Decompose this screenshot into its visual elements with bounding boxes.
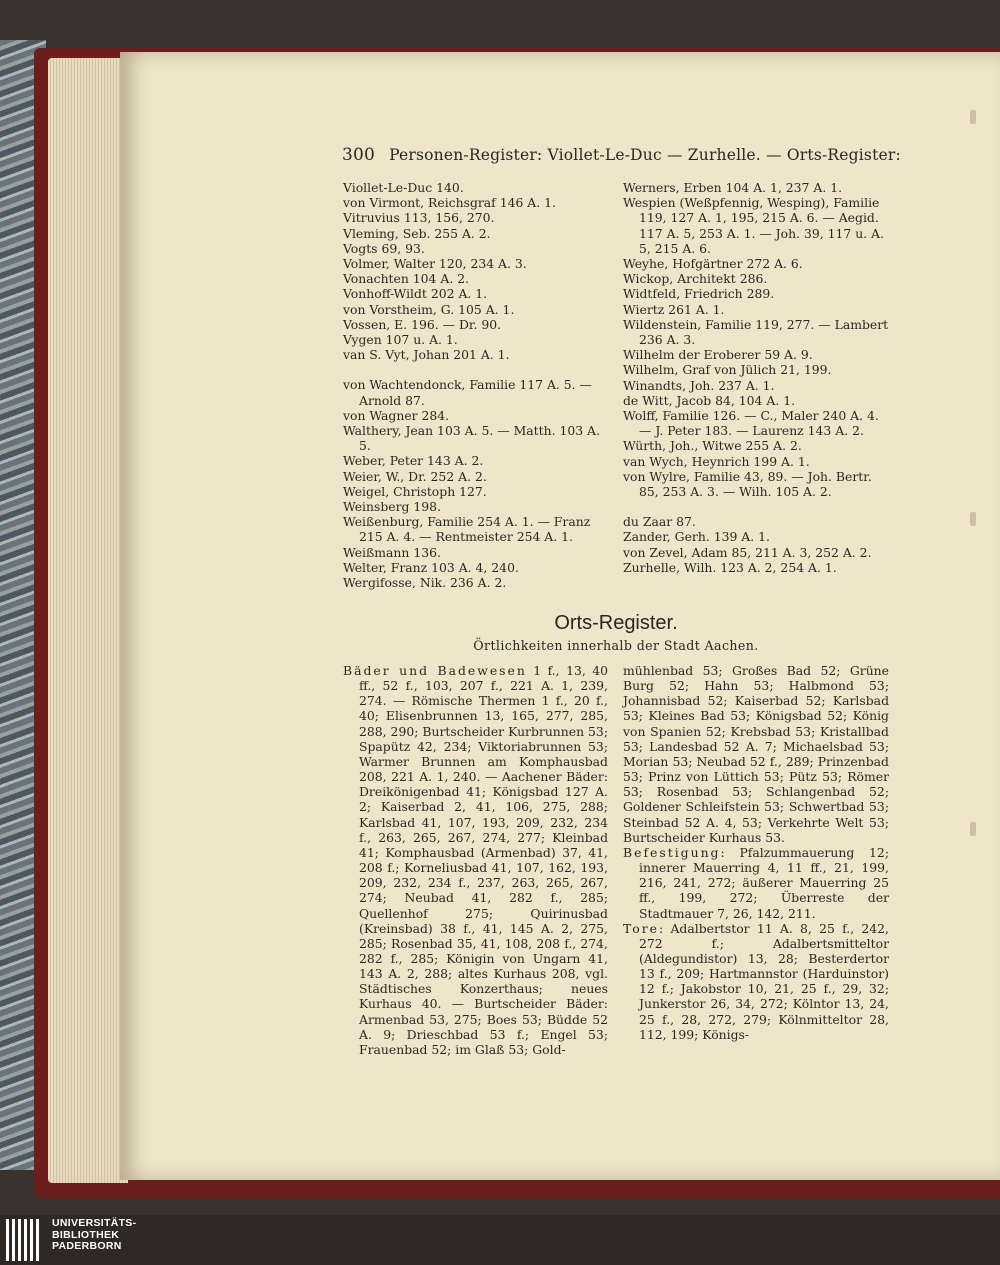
index-entry: Weigel, Christoph 127. — [343, 483, 487, 499]
page-tab-marker — [970, 512, 976, 526]
entry-text: : Adalbertstor 11 A. 8, 25 f., 242, 272 f.; Adalbertsmitteltor (Aldegundistor) 13, 28; Besterdertor 13 f., 209; Hartmannstor (Harduinstor) 12 f.; Jakobstor 10, 21, 25 f., 29, 32; Junkerstor 26, 34, 272; Kölntor 13, 24, 25 f., 28, 272, 279; Kölnmitteltor 28, 112, 199; Königs- — [639, 920, 889, 1042]
index-entry: Vitruvius 113, 156, 270. — [343, 210, 495, 226]
page-edges — [48, 58, 128, 1183]
index-entry: Werners, Erben 104 A. 1, 237 A. 1. — [623, 180, 843, 195]
page-tab-marker — [970, 822, 976, 836]
index-entry: Weier, W., Dr. 252 A. 2. — [343, 468, 487, 484]
library-logo-text — [52, 1218, 136, 1253]
index-entry: Wilhelm der Eroberer 59 A. 9. — [623, 347, 813, 363]
entry-head: Tore — [623, 920, 660, 936]
index-entry: Zurhelle, Wilh. 123 A. 2, 254 A. 1. — [623, 559, 837, 575]
running-title: Personen-Register: Viollet-Le-Duc — Zurhelle. — Orts-Register: — [389, 146, 901, 164]
running-head — [342, 145, 901, 165]
index-entry: Vossen, E. 196. — Dr. 90. — [343, 316, 502, 332]
index-entry: Wolff, Familie 126. — C., Maler 240 A. 4. — J. Peter 183. — Laurenz 143 A. 2. — [623, 408, 879, 439]
index-entry: Wildenstein, Familie 119, 277. — Lambert 236 A. 3. — [623, 316, 889, 348]
entry-text: : Pfalzummauerung 12; innerer Mauerring 4, 11 ff., 21, 199, 216, 241, 272; äußerer Mauerring 25 ff., 199, 272; Überreste der Stadtmauer 7, 26, 142, 211. — [639, 844, 889, 921]
index-entry: Wilhelm, Graf von Jülich 21, 199. — [623, 362, 832, 378]
places-column-right — [623, 663, 889, 1042]
entry-text: 1 f., 13, 40 ff., 52 f., 103, 207 f., 221 A. 1, 239, 274. — Römische Thermen 1 f., 20 f., 40; Elisenbrunnen 13, 165, 277, 285, 288, 290; Burtscheider Kurbrunnen 53; Spapütz 42, 234; Viktoriabrunnen 53; Warmer Brunnen am Komphausbad 208, 221 A. 1, 240. — Aachener Bäder: Dreikönigenbad 41; Königsbad 127 A. 2; Kaiserbad 2, 41, 106, 275, 288; Karlsbad 41, 107, 193, 209, 232, 234 f., 263, 265, 267, 274, 277; Kleinbad 41; Komphausbad (Armenbad) 37, 41, 208 f.; Korneliusbad 41, 107, 162, 193, 209, 232, 234 f., 237, 263, 265, 267, 274; Neubad 41, 282 f., 285; Quellenhof 275; Quirinusbad (Kreinsbad) 38 f., 41, 145 A. 2, 275, 285; Rosenbad 35, 41, 108, 208 f., 274, 282 f., 285; Königin von Ungarn 41, 143 A. 2, 288; altes Kurhaus 208, vgl. Städtisches Konzerthaus; neues Kurhaus 40. — Burtscheider Bäder: Armenbad 53, 275; Boes 53; Büdde 52 A. 9; Drieschbad 53 f.; Engel 53; Frauenbad 52; im Glaß 53; Gold- — [359, 663, 608, 1057]
index-entry: von Wylre, Familie 43, 89. — Joh. Bertr. 85, 253 A. 3. — Wilh. 105 A. 2. — [623, 468, 872, 500]
logo-line: BIBLIOTHEK — [52, 1228, 120, 1241]
places-column-left — [343, 663, 608, 1057]
index-entry: von Virmont, Reichsgraf 146 A. 1. — [343, 195, 556, 211]
logo-line: UNIVERSITÄTS- — [52, 1217, 137, 1229]
index-entry: Viollet-Le-Duc 140. — [343, 180, 464, 195]
index-entry: de Witt, Jacob 84, 104 A. 1. — [623, 392, 796, 408]
index-entry: van Wych, Heynrich 199 A. 1. — [623, 453, 810, 469]
persons-column-right — [623, 180, 889, 575]
index-entry: Wergifosse, Nik. 236 A. 2. — [343, 575, 507, 591]
index-entry: Vonachten 104 A. 2. — [343, 271, 470, 287]
index-entry: Wespien (Weßpfennig, Wesping), Familie 119, 127 A. 1, 195, 215 A. 6. — Aegid. 117 A. 5, 253 A. 1. — Joh. 39, 117 u. A. 5, 215 A. 6. — [623, 195, 884, 256]
index-entry: Volmer, Walter 120, 234 A. 3. — [343, 256, 527, 272]
index-entry: Winandts, Joh. 237 A. 1. — [623, 377, 775, 393]
spacer — [343, 362, 611, 377]
page-tab-marker — [970, 110, 976, 124]
persons-column-left — [343, 180, 611, 590]
index-entry: Zander, Gerh. 139 A. 1. — [623, 529, 770, 545]
index-entry: Vogts 69, 93. — [343, 240, 425, 256]
index-entry: von Wagner 284. — [343, 407, 450, 423]
index-entry: Weyhe, Hofgärtner 272 A. 6. — [623, 256, 803, 272]
section-subtitle: Örtlichkeiten innerhalb der Stadt Aachen. — [473, 638, 759, 653]
library-logo-icon — [6, 1219, 46, 1261]
index-entry: Weißenburg, Familie 254 A. 1. — Franz 215 A. 4. — Rentmeister 254 A. 1. — [343, 514, 591, 545]
index-entry: Wickop, Architekt 286. — [623, 271, 768, 287]
section-title: Orts-Register. — [554, 612, 678, 634]
index-entry: Weißmann 136. — [343, 544, 441, 560]
index-entry: Vonhoff-Wildt 202 A. 1. — [343, 286, 488, 302]
index-entry: Welter, Franz 103 A. 4, 240. — [343, 559, 519, 575]
library-footer — [0, 1215, 1000, 1265]
place-entry-continued: mühlenbad 53; Großes Bad 52; Grüne Burg 52; Hahn 53; Halbmond 53; Johannisbad 52; Kaiserbad 52; Karlsbad 53; Kleines Bad 53; Königsbad 52; König von Spanien 52; Krebsbad 53; Kristallbad 53; Landesbad 52 A. 7; Michaelsbad 53; Morian 53; Neubad 52 f., 289; Prinzenbad 53; Prinz von Lüttich 53; Pütz 53; Römer 53; Rosenbad 53; Schlangenbad 52; Goldener Schleifstein 53; Schwertbad 53; Steinbad 52 A. 4, 53; Verkehrte Welt 53; Burtscheider Kurhaus 53. — [623, 663, 889, 845]
index-entry: von Zevel, Adam 85, 211 A. 3, 252 A. 2. — [623, 544, 872, 560]
place-subentry — [623, 921, 889, 1042]
place-entry — [623, 845, 889, 921]
index-entry: von Vorstheim, G. 105 A. 1. — [343, 301, 515, 317]
entry-head: Bäder und Badewesen — [343, 663, 527, 678]
index-entry: du Zaar 87. — [623, 514, 696, 530]
index-entry: van S. Vyt, Johan 201 A. 1. — [343, 347, 510, 363]
spacer — [623, 499, 889, 514]
index-entry: Wiertz 261 A. 1. — [623, 301, 725, 317]
place-entry — [343, 663, 608, 1057]
index-entry: Vygen 107 u. A. 1. — [343, 332, 458, 348]
index-entry: Walthery, Jean 103 A. 5. — Matth. 103 A. 5. — [343, 423, 600, 454]
entry-head: Befestigung — [623, 844, 721, 860]
page-number: 300 — [342, 145, 376, 165]
logo-line: PADERBORN — [52, 1240, 122, 1252]
index-entry: Widtfeld, Friedrich 289. — [623, 286, 775, 302]
index-entry: Weinsberg 198. — [343, 499, 442, 515]
index-entry: Würth, Joh., Witwe 255 A. 2. — [623, 438, 802, 454]
index-entry: Vleming, Seb. 255 A. 2. — [343, 225, 491, 241]
index-entry: von Wachtendonck, Familie 117 A. 5. — Arnold 87. — [343, 377, 592, 408]
index-entry: Weber, Peter 143 A. 2. — [343, 453, 484, 469]
